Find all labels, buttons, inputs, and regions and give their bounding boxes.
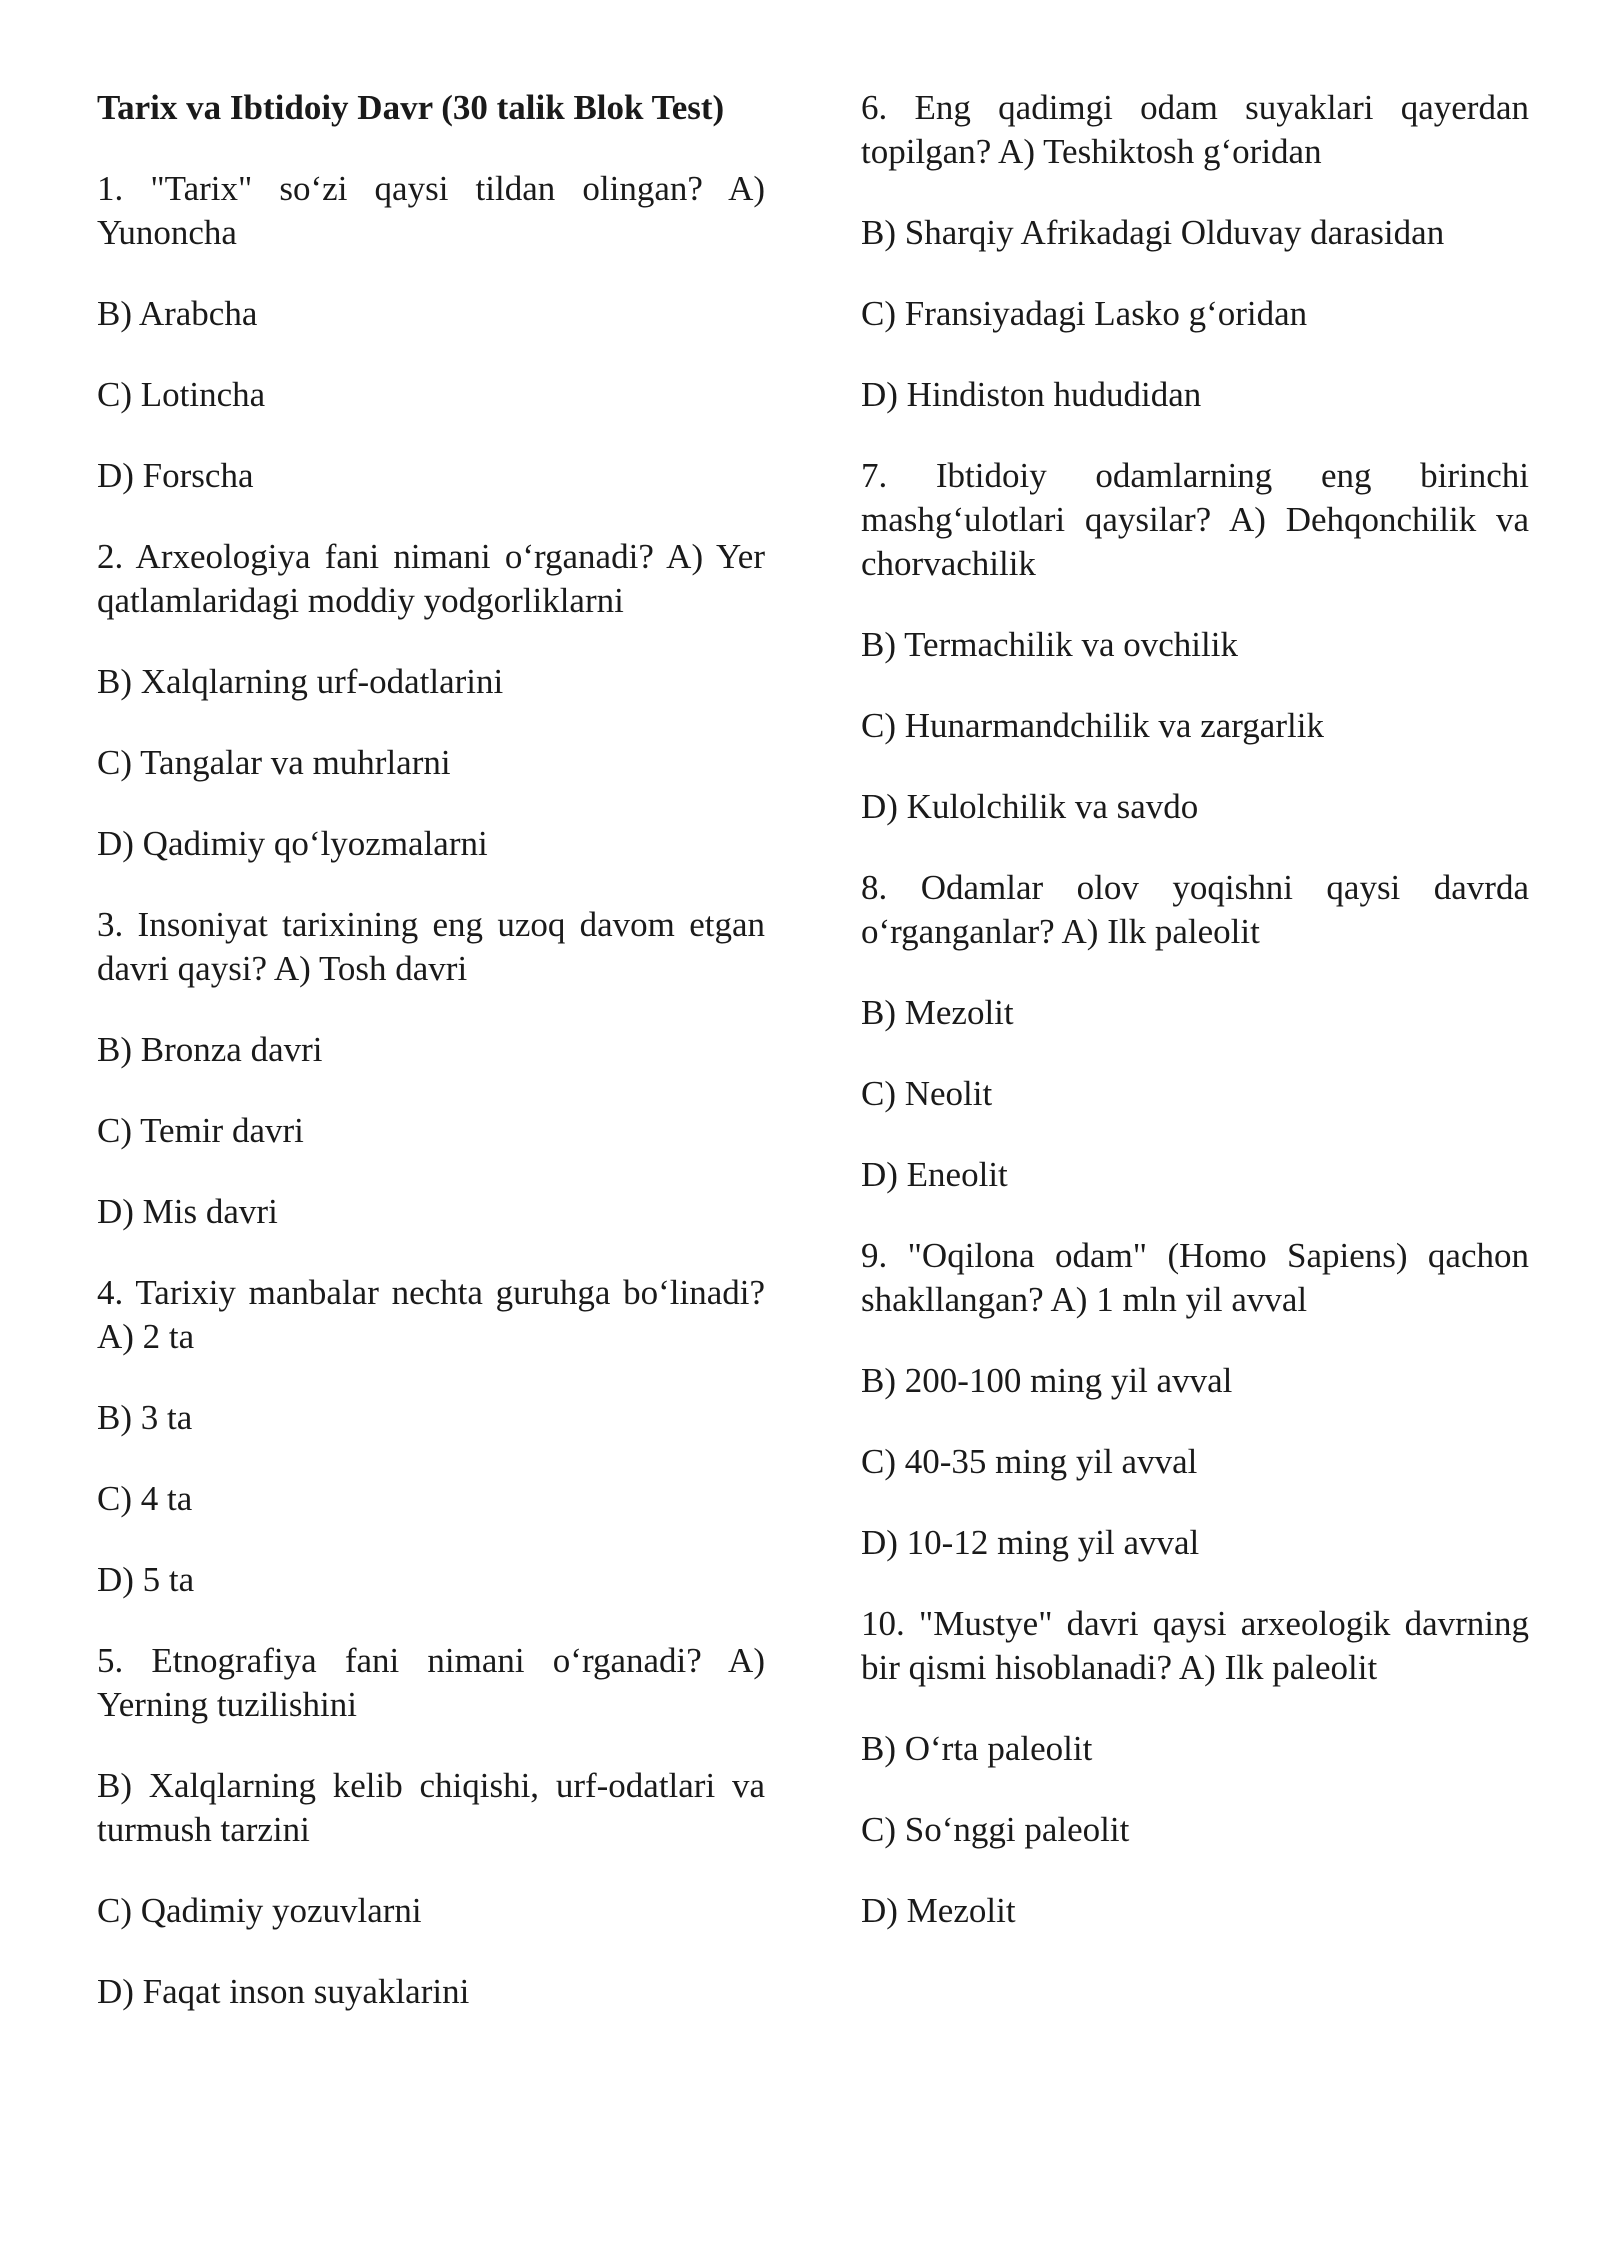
answer-option: B) Xalqlarning urf-odatlarini bbox=[97, 662, 504, 701]
answer-option: D) Kulolchilik va savdo bbox=[861, 787, 1199, 826]
answer-option: D) Hindiston hududidan bbox=[861, 375, 1202, 414]
answer-option: B) Bronza davri bbox=[97, 1030, 323, 1069]
answer-option: B) Mezolit bbox=[861, 993, 1014, 1032]
question-7: 7. Ibtidoiy odamlarning eng birinchi mashg‘ulotlari qaysilar? A) Dehqonchilik va chorvachilik bbox=[861, 456, 1529, 583]
question-5: 5. Etnografiya fani nimani o‘rganadi? A) Yerning tuzilishini bbox=[97, 1641, 765, 1724]
answer-option: B) 200-100 ming yil avval bbox=[861, 1361, 1233, 1400]
left-column bbox=[97, 86, 765, 2051]
answer-option: C) So‘nggi paleolit bbox=[861, 1810, 1130, 1849]
question-9: 9. "Oqilona odam" (Homo Sapiens) qachon shakllangan? A) 1 mln yil avval bbox=[861, 1236, 1529, 1319]
answer-option: B) O‘rta paleolit bbox=[861, 1729, 1093, 1768]
question-6: 6. Eng qadimgi odam suyaklari qayerdan topilgan? A) Teshiktosh g‘oridan bbox=[861, 88, 1529, 171]
answer-option: C) 4 ta bbox=[97, 1479, 193, 1518]
question-2: 2. Arxeologiya fani nimani o‘rganadi? A) Yer qatlamlaridagi moddiy yodgorliklarni bbox=[97, 537, 765, 620]
question-3: 3. Insoniyat tarixining eng uzoq davom etgan davri qaysi? A) Tosh davri bbox=[97, 905, 765, 988]
answer-option: D) Faqat inson suyaklarini bbox=[97, 1972, 470, 2011]
answer-option: D) Mezolit bbox=[861, 1891, 1016, 1930]
document-title: Tarix va Ibtidoiy Davr (30 talik Blok Test) bbox=[97, 88, 725, 127]
answer-option: C) Neolit bbox=[861, 1074, 993, 1113]
answer-option: B) 3 ta bbox=[97, 1398, 193, 1437]
answer-option: D) Qadimiy qo‘lyozmalarni bbox=[97, 824, 488, 863]
answer-option: C) Tangalar va muhrlarni bbox=[97, 743, 451, 782]
question-4: 4. Tarixiy manbalar nechta guruhga bo‘linadi? A) 2 ta bbox=[97, 1273, 765, 1356]
right-column bbox=[861, 86, 1529, 1970]
answer-option: D) Forscha bbox=[97, 456, 254, 495]
answer-option: C) Hunarmandchilik va zargarlik bbox=[861, 706, 1324, 745]
answer-option: C) Lotincha bbox=[97, 375, 266, 414]
answer-option: B) Sharqiy Afrikadagi Olduvay darasidan bbox=[861, 213, 1445, 252]
answer-option: D) Mis davri bbox=[97, 1192, 278, 1231]
answer-option: C) 40-35 ming yil avval bbox=[861, 1442, 1198, 1481]
question-1: 1. "Tarix" so‘zi qaysi tildan olingan? A) Yunoncha bbox=[97, 169, 765, 252]
question-10: 10. "Mustye" davri qaysi arxeologik davrning bir qismi hisoblanadi? A) Ilk paleolit bbox=[861, 1604, 1529, 1687]
answer-option: D) 10-12 ming yil avval bbox=[861, 1523, 1200, 1562]
answer-option: D) 5 ta bbox=[97, 1560, 195, 1599]
answer-option: B) Termachilik va ovchilik bbox=[861, 625, 1238, 664]
answer-option: B) Arabcha bbox=[97, 294, 258, 333]
question-8: 8. Odamlar olov yoqishni qaysi davrda o‘rganganlar? A) Ilk paleolit bbox=[861, 868, 1529, 951]
answer-option: C) Qadimiy yozuvlarni bbox=[97, 1891, 422, 1930]
answer-option: C) Temir davri bbox=[97, 1111, 304, 1150]
answer-option: C) Fransiyadagi Lasko g‘oridan bbox=[861, 294, 1308, 333]
answer-option: D) Eneolit bbox=[861, 1155, 1008, 1194]
answer-option: B) Xalqlarning kelib chiqishi, urf-odatlari va turmush tarzini bbox=[97, 1766, 765, 1849]
